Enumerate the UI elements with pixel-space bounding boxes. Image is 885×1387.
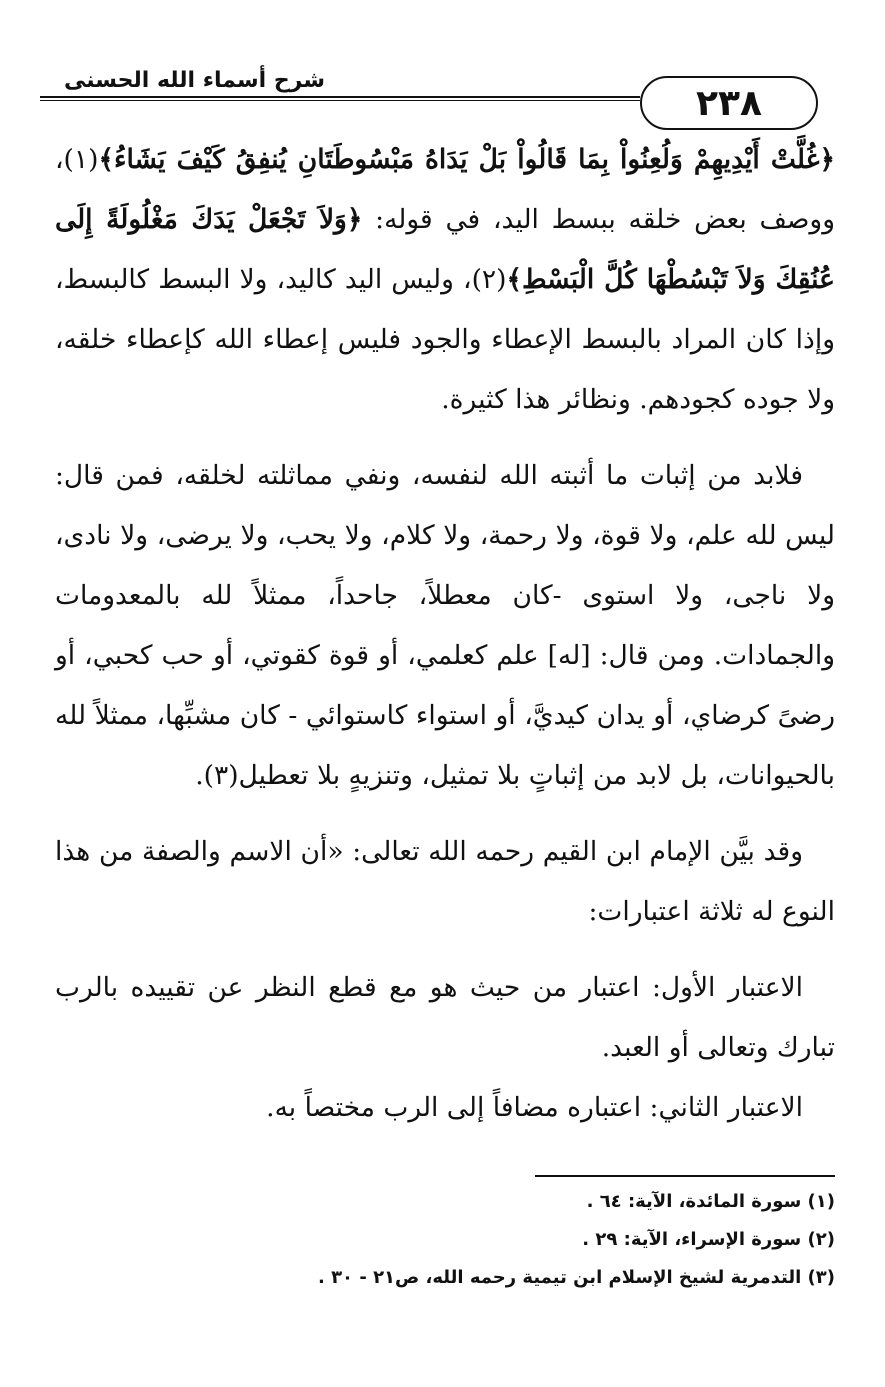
paragraph-3: وقد بيَّن الإمام ابن القيم رحمه الله تعالى: «أن الاسم والصفة من هذا النوع له ثلاثة اعتبارات:: [55, 836, 835, 927]
main-text: [55, 130, 835, 1138]
footnote-2: (٢) سورة الإسراء، الآية: ٢٩ .: [582, 1229, 835, 1250]
paragraph-2: فلابد من إثبات ما أثبته الله لنفسه، ونفي مماثلته لخلقه، فمن قال: ليس لله علم، ولا قوة، ولا رحمة، ولا كلام، ولا يحب، ولا يرضى، ولا نادى، ولا ناجى، ولا استوى -كان معطلاً، جاحداً، ممثلاً لله بالمعدومات والجمادات. ومن قال: [له] علم كعلمي، أو قوة كقوتي، أو حب كحبي، أو رضىً كرضاي، أو يدان كيديَّ، أو استواء كاستوائي - كان مشبِّها، ممثلاً لله بالحيوانات، بل لابد من إثباتٍ بلا تمثيل، وتنزيهٍ بلا تعطيل(٣).: [55, 460, 835, 791]
paragraph-4: الاعتبار الأول: اعتبار من حيث هو مع قطع النظر عن تقييده بالرب تبارك وتعالى أو العبد.: [55, 972, 835, 1063]
footnote-1: (١) سورة المائدة، الآية: ٦٤ .: [586, 1191, 835, 1212]
paragraph-text: (١)، ووصف بعض خلقه ببسط اليد، في قوله:: [55, 144, 835, 235]
footnote-3: (٣) التدمرية لشيخ الإسلام ابن تيمية رحمه الله، ص٢١ - ٣٠ .: [317, 1267, 835, 1288]
page-number: ٢٣٨: [640, 76, 818, 130]
paragraph-5: الاعتبار الثاني: اعتباره مضافاً إلى الرب مختصاً به.: [266, 1092, 803, 1123]
footnote-rule: [535, 1175, 835, 1177]
running-title: شرح أسماء الله الحسنى: [64, 68, 325, 93]
header-rule: [40, 96, 640, 101]
quran-verse: ﴿وَلاَ تَجْعَلْ يَدَكَ مَغْلُولَةً إِلَى عُنُقِكَ وَلاَ تَبْسُطْهَا كُلَّ الْبَسْطِ﴾: [55, 204, 835, 295]
page-header: [40, 68, 820, 138]
footnotes: [55, 1175, 835, 1297]
quran-verse: ﴿غُلَّتْ أَيْدِيهِمْ وَلُعِنُواْ بِمَا قَالُواْ بَلْ يَدَاهُ مَبْسُوطَتَانِ يُنفِقُ كَيْفَ يَشَاءُ﴾: [98, 144, 835, 175]
paragraph-text: (٢)، وليس اليد كاليد، ولا البسط كالبسط، وإذا كان المراد بالبسط الإعطاء والجود فليس إعطاء الله كإعطاء خلقه، ولا جوده كجودهم. ونظائر هذا كثيرة.: [55, 264, 835, 415]
paragraph-1: [55, 130, 835, 430]
